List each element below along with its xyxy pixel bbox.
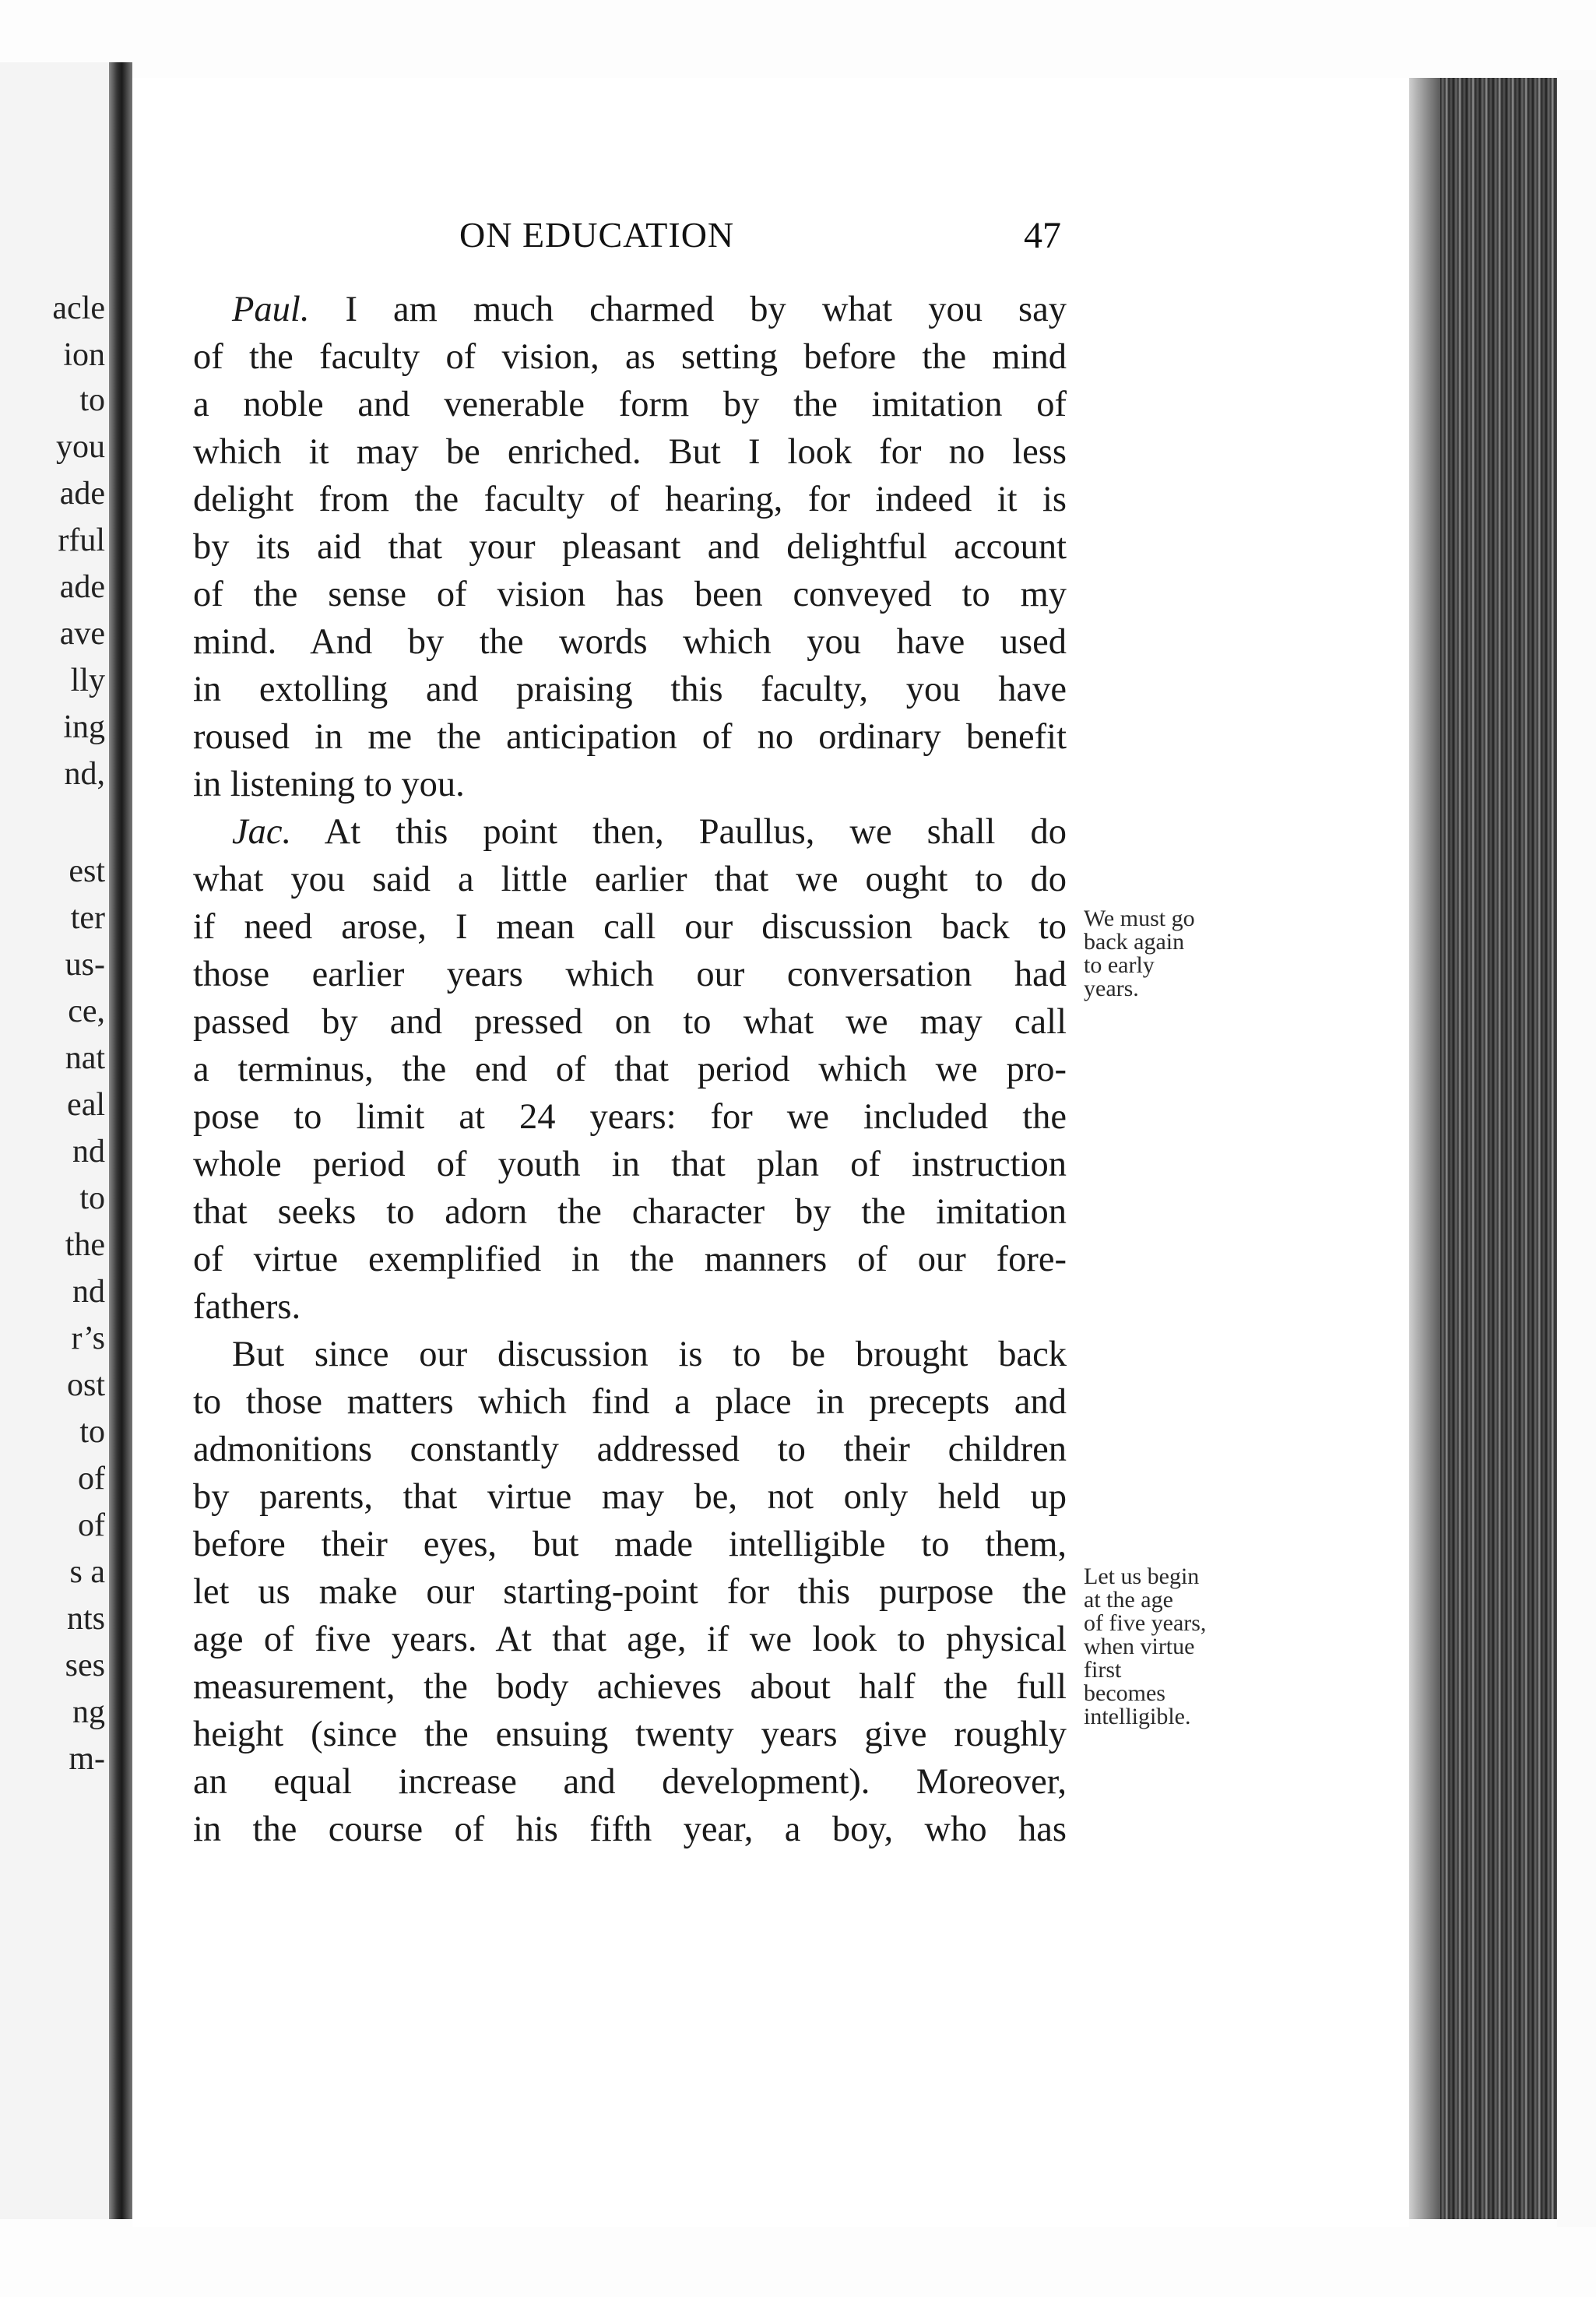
- side-note-line: first: [1084, 1657, 1122, 1683]
- facing-fragment: r’s: [71, 1321, 105, 1356]
- facing-fragment: nd: [72, 1274, 105, 1310]
- text-line: what you said a little earlier that we ought to do: [193, 860, 1067, 899]
- facing-fragment: nts: [66, 1601, 105, 1637]
- text-line: let us make our starting-point for this purpose the: [193, 1572, 1067, 1612]
- running-head: [459, 214, 1067, 261]
- text-line: of the sense of vision has been conveyed to my: [193, 575, 1067, 614]
- text-line: fathers.: [193, 1287, 301, 1327]
- side-note-line: back again: [1084, 929, 1185, 955]
- side-note-five-years: [1084, 1565, 1271, 1729]
- scan-margin: [1557, 70, 1596, 2227]
- text-line: an equal increase and development). Moreover,: [193, 1762, 1067, 1802]
- facing-fragment: to: [79, 1180, 105, 1216]
- facing-fragment: ter: [70, 900, 105, 936]
- facing-fragment: acle: [52, 290, 105, 326]
- text-line: those earlier years which our conversation had: [193, 955, 1067, 994]
- text-line: Jac. At this point then, Paullus, we shall do: [232, 812, 1067, 852]
- facing-fragment: nd: [72, 1134, 105, 1170]
- text-line: passed by and pressed on to what we may call: [193, 1002, 1067, 1042]
- text-line: which it may be enriched. But I look for no less: [193, 432, 1067, 472]
- side-note-line: intelligible.: [1084, 1704, 1191, 1729]
- text-line: to those matters which find a place in precepts and: [193, 1382, 1067, 1422]
- side-note-line: Let us begin: [1084, 1564, 1200, 1589]
- facing-fragment: of: [78, 1507, 105, 1543]
- text-line: age of five years. At that age, if we look to physical: [193, 1620, 1067, 1659]
- facing-fragment: m-: [69, 1741, 105, 1777]
- facing-page-fragment: [0, 62, 113, 2219]
- facing-fragment: of: [78, 1461, 105, 1497]
- facing-fragment: ost: [66, 1367, 105, 1403]
- text-line: by its aid that your pleasant and delightful account: [193, 527, 1067, 567]
- text-line: of the faculty of vision, as setting before the mind: [193, 337, 1067, 377]
- side-note-line: at the age: [1084, 1587, 1173, 1613]
- facing-fragment: to: [79, 382, 105, 418]
- side-note-line: becomes: [1084, 1680, 1165, 1706]
- text-line: in extolling and praising this faculty, you have: [193, 670, 1067, 709]
- text-line: a terminus, the end of that period which we pro-: [193, 1050, 1067, 1089]
- text-line: whole period of youth in that plan of instruction: [193, 1145, 1067, 1184]
- side-note-early-years: [1084, 907, 1271, 1001]
- facing-fragment: the: [65, 1227, 105, 1263]
- facing-fragment: ses: [65, 1648, 105, 1683]
- side-note-line: to early: [1084, 952, 1155, 978]
- text-line: in the course of his fifth year, a boy, who has: [193, 1810, 1067, 1849]
- page-block-shadow: [1409, 78, 1440, 2219]
- side-note-line: years.: [1084, 976, 1139, 1001]
- facing-fragment: nat: [65, 1040, 105, 1076]
- text-line: if need arose, I mean call our discussion back to: [193, 907, 1067, 947]
- facing-fragment: ing: [63, 709, 105, 745]
- text-line: by parents, that virtue may be, not only held up: [193, 1477, 1067, 1517]
- side-note-line: when virtue: [1084, 1634, 1195, 1659]
- text-line: Paul. I am much charmed by what you say: [232, 290, 1067, 329]
- page-number: 47: [1024, 215, 1061, 256]
- facing-fragment: lly: [70, 663, 105, 698]
- speaker-name: Paul.: [232, 290, 310, 329]
- facing-fragment: ade: [59, 476, 105, 512]
- text-line: delight from the faculty of hearing, for indeed it is: [193, 480, 1067, 519]
- facing-fragment: ade: [59, 569, 105, 605]
- running-title: ON EDUCATION: [459, 215, 735, 255]
- text-line: mind. And by the words which you have used: [193, 622, 1067, 662]
- facing-fragment: ion: [63, 337, 105, 373]
- facing-fragment: ng: [72, 1694, 105, 1730]
- facing-fragment: ave: [59, 616, 105, 652]
- text-line: that seeks to adorn the character by the imitation: [193, 1192, 1067, 1232]
- facing-fragment: ce,: [68, 994, 105, 1029]
- text-line: pose to limit at 24 years: for we included the: [193, 1097, 1067, 1137]
- facing-fragment: nd,: [64, 756, 105, 792]
- text-line: of virtue exemplified in the manners of our fore-: [193, 1240, 1067, 1279]
- text-line: measurement, the body achieves about half the full: [193, 1667, 1067, 1707]
- text-line: a noble and venerable form by the imitation of: [193, 385, 1067, 424]
- text-line: height (since the ensuing twenty years give roughly: [193, 1715, 1067, 1754]
- text-line: admonitions constantly addressed to their children: [193, 1430, 1067, 1469]
- facing-fragment: you: [56, 429, 105, 465]
- text-line: before their eyes, but made intelligible to them,: [193, 1525, 1067, 1564]
- facing-fragment: rful: [58, 522, 105, 558]
- facing-fragment: eal: [67, 1087, 105, 1123]
- side-note-line: We must go: [1084, 906, 1195, 931]
- speaker-name: Jac.: [232, 812, 292, 852]
- text-line: roused in me the anticipation of no ordinary benefit: [193, 717, 1067, 757]
- text-line: But since our discussion is to be brought back: [232, 1335, 1067, 1374]
- facing-fragment: to: [79, 1414, 105, 1450]
- book-gutter: [109, 62, 132, 2219]
- side-note-line: of five years,: [1084, 1610, 1207, 1636]
- text-line: in listening to you.: [193, 765, 465, 804]
- facing-fragment: est: [69, 853, 105, 889]
- facing-fragment: s a: [69, 1554, 105, 1590]
- facing-fragment: us-: [65, 947, 105, 983]
